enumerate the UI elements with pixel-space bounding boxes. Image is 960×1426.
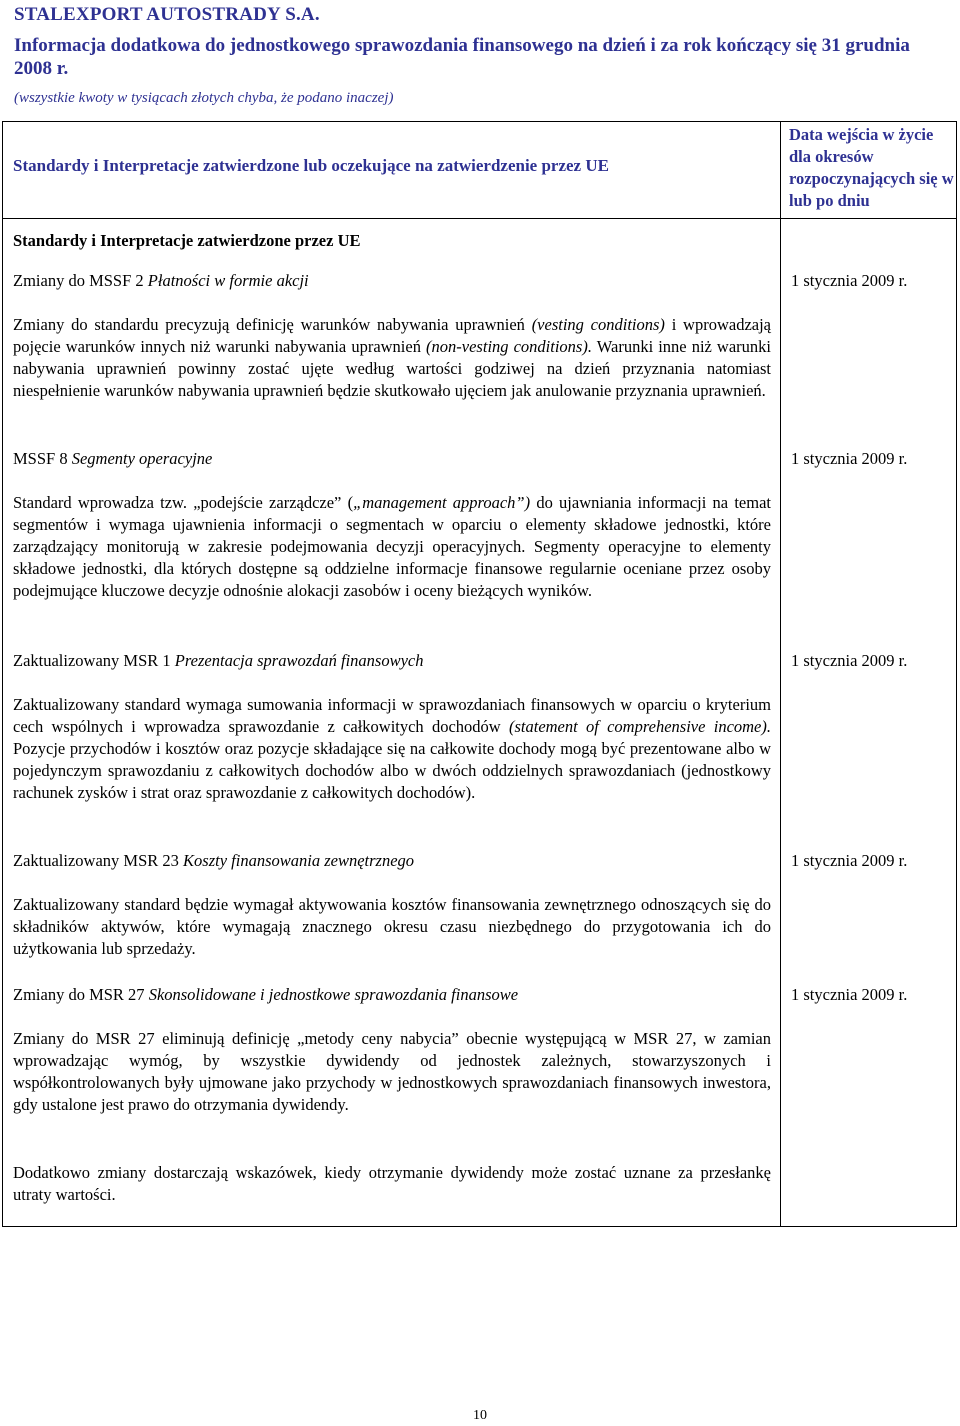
effective-date: 1 stycznia 2009 r. xyxy=(791,985,908,1004)
item-title-msr1 xyxy=(13,650,771,672)
item-title-italic: Koszty finansowania zewnętrznego xyxy=(183,851,415,870)
item-title-prefix: Zmiany do MSSF 2 xyxy=(13,271,148,290)
effective-date: 1 stycznia 2009 r. xyxy=(791,449,908,468)
item-title-prefix: Zmiany do MSR 27 xyxy=(13,985,149,1004)
item-description-msr27-extra: Dodatkowo zmiany dostarczają wskazówek, kiedy otrzymanie dywidendy może zostać uznane za przesłankę utraty wartości. xyxy=(13,1163,771,1204)
item-description-mssf8 xyxy=(13,492,771,602)
item-title-mssf8 xyxy=(13,448,771,470)
text-run-italic: (non-vesting conditions). xyxy=(426,337,592,356)
company-name: STALEXPORT AUTOSTRADY S.A. xyxy=(14,4,320,25)
item-description-msr27: Zmiany do MSR 27 eliminują definicję „metody ceny nabycia” obecnie występującą w MSR 27, w zamian wprowadzając wymóg, by wszystkie dywidendy od jednostek zależnych, stowarzyszonych i współkontrolowanych były ujmowane jako przychody w jednostkowych sprawozdaniach finansowych inwestora, gdy ustalone jest prawo do otrzymania dywidendy. xyxy=(13,1029,771,1114)
item-title-msr27 xyxy=(13,984,771,1006)
text-run-italic: (statement of comprehensive income). xyxy=(508,717,771,736)
item-title-mssf2 xyxy=(13,270,771,292)
text-run-italic: (vesting conditions) xyxy=(531,315,665,334)
left-column-header: Standardy i Interpretacje zatwierdzone lub oczekujące na zatwierdzenie przez UE xyxy=(13,156,609,175)
right-column-header: Data wejścia w życie dla okresów rozpoczynających się w lub po dniu xyxy=(789,125,954,210)
item-description-mssf2 xyxy=(13,314,771,402)
item-title-prefix: Zaktualizowany MSR 1 xyxy=(13,651,175,670)
text-run: Warunki inne niż warunki nabywania uprawnień powinny zostać ujęte według wartości godziwej na dzień przyznania natomiast niespełnienie warunków nabywania uprawnień będzie skutkowało ujęciem jak anulowanie przyznania uprawnień. xyxy=(13,337,771,400)
column-divider xyxy=(780,122,781,1226)
text-run: i wprowadzają pojęcie warunków innych niż warunki nabywania uprawnień xyxy=(13,315,772,356)
amounts-note: (wszystkie kwoty w tysiącach złotych chyba, że podano inaczej) xyxy=(14,90,394,106)
text-run: Standard wprowadza tzw. „podejście zarządcze” ( xyxy=(13,493,354,512)
item-title-msr23 xyxy=(13,850,771,872)
text-run: Pozycje przychodów i kosztów oraz pozycje składające się na całkowite dochody mogą być prezentowane albo w pojedynczym sprawozdaniu z całkowitych dochodów albo w dwóch oddzielnych sprawozdaniach (jednostkowy rachunek zysków i strat oraz sprawozdanie z całkowitych dochodów). xyxy=(13,739,771,802)
header-divider xyxy=(3,218,956,219)
text-run: do ujawniania informacji na temat segmentów i wymaga ujawnienia informacji o segmentach w oparciu o elementy składowe jednostki, które zarządzający monitorują w zakresie podejmowania decyzji operacyjnych. Segmenty operacyjne to elementy składowe jednostki, dla których dostępne są oddzielne informacje finansowe regularnie oceniane przez osoby podejmujące kluczowe decyzje odnośnie alokacji zasobów i oceny bieżących wyników. xyxy=(13,493,771,600)
item-title-italic: Segmenty operacyjne xyxy=(71,449,213,468)
text-run: Zaktualizowany standard wymaga sumowania informacji w sprawozdaniach finansowych w oparciu o kryterium cech wspólnych i wprowadza sprawozdanie z całkowitych dochodów xyxy=(13,695,771,736)
item-title-italic: Prezentacja sprawozdań finansowych xyxy=(174,651,424,670)
effective-date: 1 stycznia 2009 r. xyxy=(791,851,908,870)
text-run: Zmiany do standardu precyzują definicję warunków nabywania uprawnień xyxy=(13,315,532,334)
item-title-italic: Płatności w formie akcji xyxy=(147,271,309,290)
standards-table xyxy=(2,121,957,1227)
document-title: Informacja dodatkowa do jednostkowego sprawozdania finansowego na dzień i za rok kończący się 31 grudnia 2008 r. xyxy=(14,35,910,79)
item-title-italic: Skonsolidowane i jednostkowe sprawozdania finansowe xyxy=(148,985,519,1004)
section-title: Standardy i Interpretacje zatwierdzone przez UE xyxy=(13,231,361,250)
item-description-msr23: Zaktualizowany standard będzie wymagał aktywowania kosztów finansowania zewnętrznego odnoszących się do składników aktywów, które wymagają znacznego okresu czasu niezbędnego do przygotowania ich do użytkowania lub sprzedaży. xyxy=(13,895,771,958)
item-title-prefix: Zaktualizowany MSR 23 xyxy=(13,851,184,870)
effective-date: 1 stycznia 2009 r. xyxy=(791,651,908,670)
text-run-italic: „management approach”) xyxy=(353,493,531,512)
item-description-msr1 xyxy=(13,694,771,804)
page-number: 10 xyxy=(473,1408,487,1423)
effective-date: 1 stycznia 2009 r. xyxy=(791,271,908,290)
item-title-prefix: MSSF 8 xyxy=(13,449,72,468)
